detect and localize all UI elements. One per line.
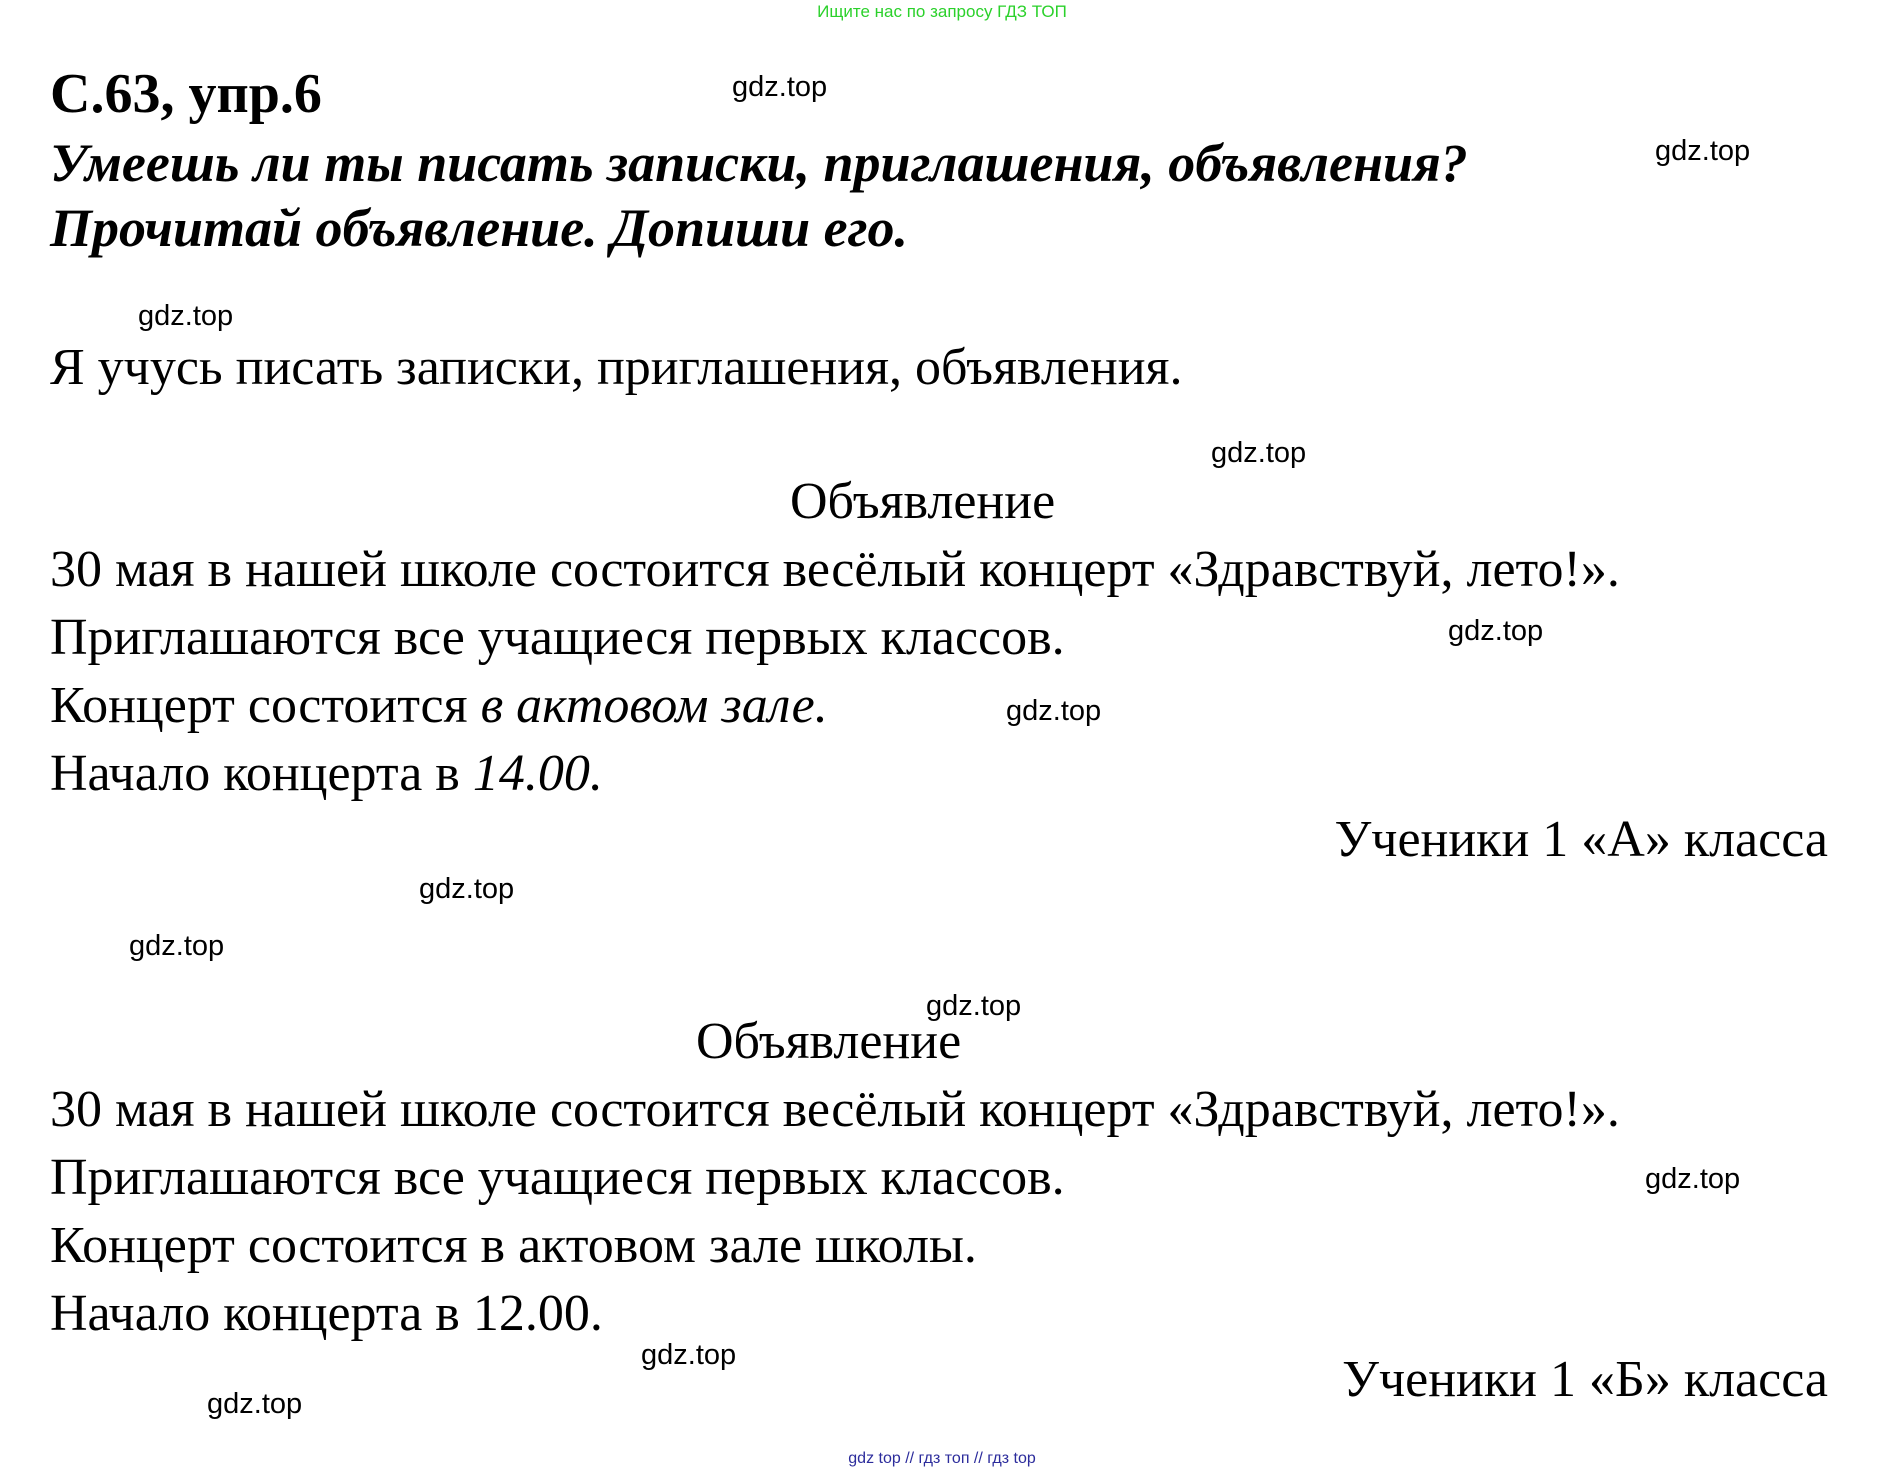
notice-1-line-2: Приглашаются все учащиеся первых классов. bbox=[50, 609, 1065, 666]
watermark: gdz.top bbox=[926, 990, 1022, 1022]
notice-1-signature: Ученики 1 «А» класса bbox=[1334, 811, 1828, 868]
watermark: gdz.top bbox=[1006, 695, 1102, 727]
notice-2-line-3: Концерт состоится в актовом зале школы. bbox=[50, 1217, 977, 1274]
notice-1-line-3 bbox=[50, 676, 828, 735]
notice-1-line-1: 30 мая в нашей школе состоится весёлый концерт «Здравствуй, лето!». bbox=[50, 541, 1620, 598]
notice-1-line-4-answer: 14.00. bbox=[472, 745, 603, 802]
watermark: gdz.top bbox=[1211, 437, 1307, 469]
notice-1-line-4 bbox=[50, 744, 603, 803]
watermark: gdz.top bbox=[641, 1339, 737, 1371]
watermark: gdz.top bbox=[129, 930, 225, 962]
notice-2-title: Объявление bbox=[696, 1013, 962, 1070]
footer-links[interactable]: gdz top // гдз топ // гдз top bbox=[848, 1450, 1036, 1467]
task-line-1: Умеешь ли ты писать записки, приглашения, объявления? bbox=[50, 133, 1468, 193]
notice-2-line-2: Приглашаются все учащиеся первых классов. bbox=[50, 1149, 1065, 1206]
watermark: gdz.top bbox=[1655, 135, 1751, 167]
notice-2-signature: Ученики 1 «Б» класса bbox=[1342, 1351, 1828, 1408]
watermark: gdz.top bbox=[732, 71, 828, 103]
watermark: gdz.top bbox=[207, 1388, 303, 1420]
watermark: gdz.top bbox=[1645, 1163, 1741, 1195]
notice-1-line-3-text: Концерт состоится bbox=[50, 677, 481, 734]
notice-1-title: Объявление bbox=[790, 473, 1056, 530]
watermark: gdz.top bbox=[1448, 615, 1544, 647]
top-banner[interactable]: Ищите нас по запросу ГДЗ ТОП bbox=[817, 2, 1067, 21]
notice-2-line-1: 30 мая в нашей школе состоится весёлый концерт «Здравствуй, лето!». bbox=[50, 1081, 1620, 1138]
watermark: gdz.top bbox=[419, 873, 515, 905]
intro-text: Я учусь писать записки, приглашения, объявления. bbox=[50, 339, 1183, 396]
watermark: gdz.top bbox=[138, 300, 234, 332]
task-line-2: Прочитай объявление. Допиши его. bbox=[50, 198, 909, 258]
notice-1-line-3-answer: в актовом зале. bbox=[480, 677, 828, 734]
notice-1-line-4-text: Начало концерта в bbox=[50, 745, 473, 802]
notice-2-line-4: Начало концерта в 12.00. bbox=[50, 1285, 603, 1342]
page-heading: С.63, упр.6 bbox=[50, 63, 322, 125]
